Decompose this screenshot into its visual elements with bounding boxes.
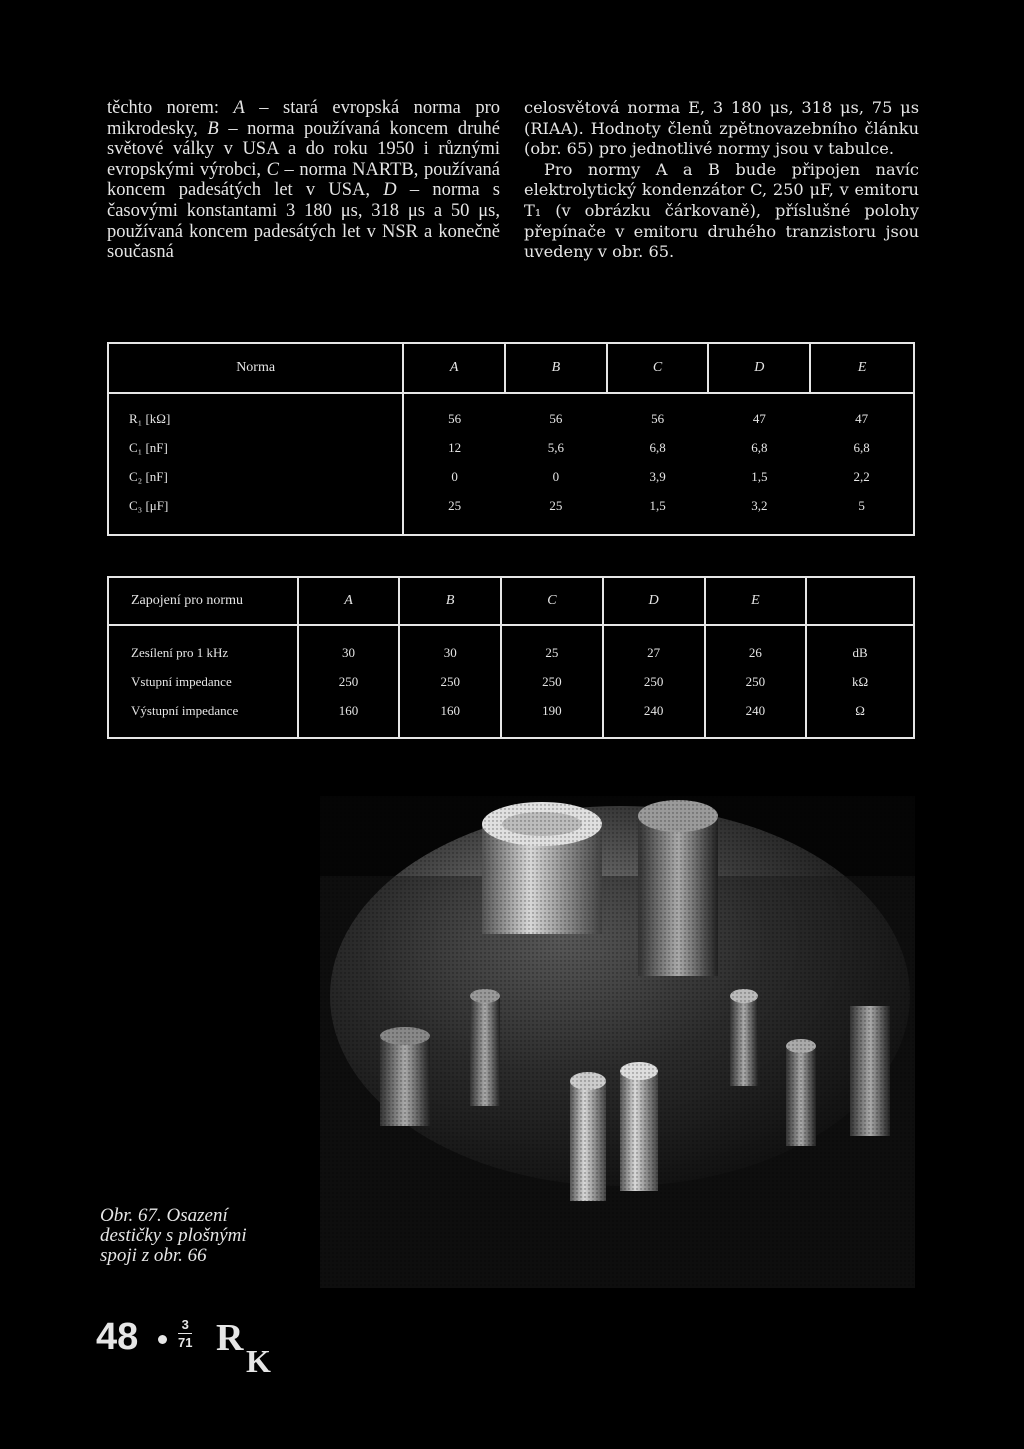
table-cell: 250 [399,667,501,696]
caption-line: destičky s plošnými [100,1225,247,1246]
table-header-row [108,344,914,393]
table-cell: 25 [549,497,563,513]
table-header-cell: D [708,344,810,393]
table-row [108,638,914,667]
table-header-row [108,578,914,625]
table-cell: 250 [705,667,807,696]
unit-cell: kΩ [806,667,914,696]
right-paragraph-2: Pro normy A a B bude připojen navíc elektrolytický kondenzátor C, 250 μF, v emitoru T₁ (v obrázku čárkovaně), příslušné polohy přepínače v emitoru druhého tranzistoru jsou uvedeny v obr. 65. [524,159,919,262]
component-values-table [107,344,915,536]
table-cell: 250 [603,667,705,696]
table-cell: 6,8 [810,433,914,462]
table-header-cell: A [403,344,505,393]
table-header-cell: C [607,344,709,393]
table-row [108,433,914,462]
table-header-cell: Zapojení pro normu [108,578,298,625]
table-cell: 3,9 [649,468,666,484]
left-paragraph: těchto norem: A – stará evropská norma pro mikrodesky, B – norma používaná koncem druhé světové války v USA a do roku 1950 i různými evropskými výrobci, C – norma NARTB, používaná koncem padesátých let v USA, D – norma s časovými konstantami 3 180 μs, 318 μs a 50 μs, používaná koncem padesátých let v NSR a konečně současná [107,98,501,263]
table-cell: 5,6 [547,439,564,455]
table-cell: 160 [298,696,400,725]
amplifier-parameters-table [107,578,915,739]
table-header-cell: C [501,578,603,625]
svg-text:K: K [246,1343,271,1376]
table-cell: 30 [298,638,400,667]
table-cell: 1,5 [751,468,768,484]
table-cell: 27 [603,638,705,667]
table-header-cell: B [399,578,501,625]
table-cell: 0 [403,462,505,491]
row-label: C₁ [nF] [108,433,403,462]
table-row [108,667,914,696]
table-cell: 0 [552,468,560,484]
table-cell: 1,5 [649,497,666,513]
issue-number: 3 71 [178,1317,193,1350]
row-label: Výstupní impedance [108,696,298,725]
circuit-board-photo [320,796,915,1288]
bullet-dot [158,1335,167,1344]
table-cell: 3,2 [751,497,768,513]
table-cell: 30 [399,638,501,667]
left-column-text [107,98,500,263]
table-cell: 56 [403,404,505,433]
table-row [108,404,914,433]
table-cell: 240 [705,696,807,725]
table-cell: 47 [810,404,914,433]
table-cell: 250 [501,667,603,696]
table-cell: 2,2 [810,462,914,491]
unit-cell: Ω [806,696,914,725]
row-label: C₃ [μF] [108,491,403,520]
table-cell: 25 [501,638,603,667]
figure-caption [100,1206,247,1266]
table-cell: 47 [752,410,766,426]
table-row [108,696,914,725]
right-paragraph-1: celosvětová norma E, 3 180 μs, 318 μs, 75 μs (RIAA). Hodnoty členů zpětnovazebního článku (obr. 65) pro jednotlivé normy jsou v tabulce. [524,98,919,159]
table-cell: 5 [810,491,914,520]
table-cell: 12 [403,433,505,462]
table-header-cell: B [505,344,607,393]
caption-line: Obr. 67. Osazení [100,1205,228,1226]
table-header-cell: A [298,578,400,625]
row-label: Zesílení pro 1 kHz [108,638,298,667]
table-cell: 56 [549,410,563,426]
table-header-cell: E [810,344,914,393]
table-cell: 6,8 [751,439,768,455]
table-header-cell: D [603,578,705,625]
table-cell: 25 [403,491,505,520]
row-label: R₁ [kΩ] [108,404,403,433]
table-row [108,462,914,491]
svg-text:R: R [216,1317,244,1359]
table-row [108,491,914,520]
table-cell: 160 [399,696,501,725]
caption-line: spoji z obr. 66 [100,1245,207,1266]
page-number: 48 [96,1316,139,1358]
table-header-cell: Norma [108,344,403,393]
table-cell: 26 [705,638,807,667]
table-header-cell: E [705,578,807,625]
unit-cell: dB [806,638,914,667]
table-cell: 240 [603,696,705,725]
row-label: Vstupní impedance [108,667,298,696]
table-cell: 6,8 [649,439,666,455]
table-cell: 190 [501,696,603,725]
table-cell: 250 [298,667,400,696]
right-column-text [524,98,919,263]
table-cell: 56 [651,410,665,426]
magazine-logo [212,1316,292,1376]
row-label: C₂ [nF] [108,462,403,491]
